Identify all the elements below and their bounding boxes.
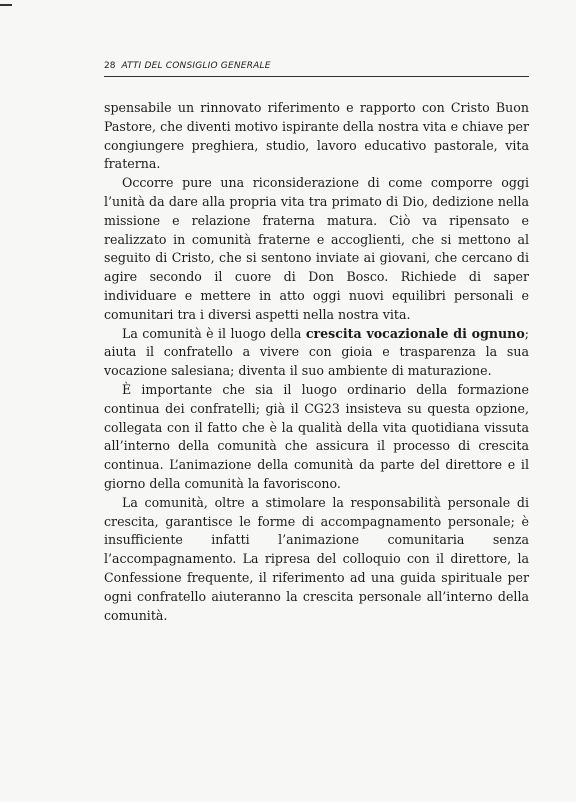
paragraph-text: ; aiuta il confratello a vivere con gioia e trasparenza la sua vocazione salesiana; diventa il suo ambiente di maturazione. <box>104 325 529 379</box>
paragraph-community-growth <box>104 325 529 381</box>
paragraph-continuation: spensabile un rinnovato riferimento e rapporto con Cristo Buon Pastore, che diventi motivo ispirante della nostra vita e chiave per congiungere preghiera, studio, lavoro educativo pastorale, vita fraterna. <box>104 100 529 172</box>
corner-mark <box>0 4 12 6</box>
header-rule <box>104 76 529 77</box>
running-head <box>104 61 271 71</box>
paragraph-text: La comunità è il luogo della <box>122 325 306 341</box>
body-text <box>104 99 529 625</box>
paragraph-accompaniment: La comunità, oltre a stimolare la responsabilità personale di crescita, garantisce le forme di accompagnamento personale; è insufficiente infatti l’animazione comunitaria senza l’accompagnamento. La ripresa del colloquio con il direttore, la Confessione frequente, il riferimento ad una guida spirituale per ogni confratello aiuteranno la crescita personale all’interno della comunità. <box>104 494 529 623</box>
header-title: ATTI DEL CONSIGLIO GENERALE <box>121 61 271 71</box>
paragraph-ongoing-formation: È importante che sia il luogo ordinario della formazione continua dei confratelli; già il CG23 insisteva su questa opzione, collegata con il fatto che è la qualità della vita quotidiana vissuta all’interno della comunità che assicura il processo di crescita continua. L’animazione della comunità da parte del direttore e il giorno della comunità la favoriscono. <box>104 381 529 491</box>
paragraph-unity: Occorre pure una riconsiderazione di come comporre oggi l’unità da dare alla propria vita tra primato di Dio, dedizione nella missione e relazione fraterna matura. Ciò va ripensato e realizzato in comunità fraterne e accoglienti, che si mettono al seguito di Cristo, che si sentono inviate ai giovani, che cercano di agire secondo il cuore di Don Bosco. Richiede di saper individuare e mettere in atto oggi nuovi equilibri personali e comunitari tra i diversi aspetti nella nostra vita. <box>104 175 529 322</box>
page-number: 28 <box>104 61 116 71</box>
bold-phrase: crescita vocazionale di ognuno <box>305 325 525 341</box>
